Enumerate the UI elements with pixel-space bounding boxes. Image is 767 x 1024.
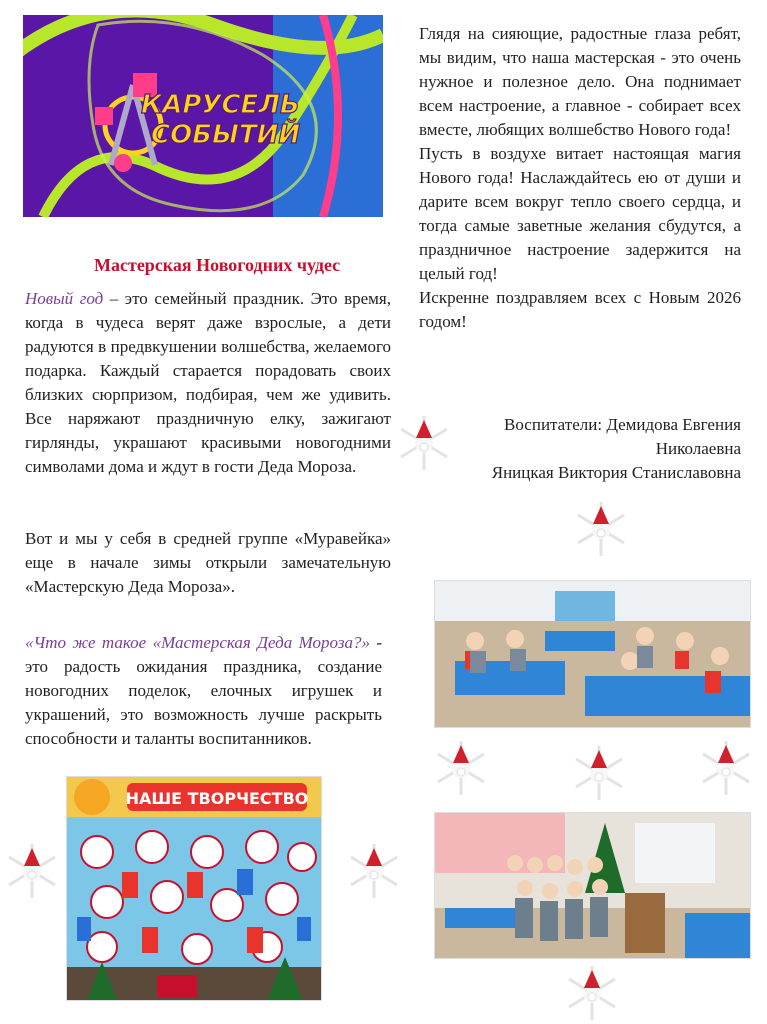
board-title: НАШЕ ТВОРЧЕСТВО <box>125 789 309 808</box>
right-paragraph-3: Искренне поздравляем всех с Новым 2026 годом! <box>419 288 741 331</box>
santa-snowflake-icon <box>435 737 487 797</box>
group-paragraph: Вот и мы у себя в средней группе «Муравейка» еще в начале зимы открыли замечательную «Мастерскую Деда Мороза». <box>25 529 391 596</box>
intro-paragraph <box>25 287 391 479</box>
santa-snowflake-icon <box>700 737 752 797</box>
right-paragraph-1: Глядя на сияющие, радостные глаза ребят, мы видим, что наша мастерская - это очень нужное и полезное дело. Она поднимает всем настроение, а главное - собирает всех вместе, любящих волшебство Нового года! <box>419 24 741 139</box>
santa-snowflake-icon <box>573 742 625 802</box>
event-banner <box>23 15 383 217</box>
right-column <box>419 22 741 334</box>
workshop-text: - это радость ожидания праздника, создание новогодних поделок, елочных игрушек и украшений, это возможность лучше раскрыть способности и таланты воспитанников. <box>25 633 382 748</box>
workshop-paragraph <box>25 631 382 751</box>
right-paragraph-2: Пусть в воздухе витает настоящая магия Нового года! Наслаждайтесь ею от души и дарите всем вокруг тепло своего сердца, и тогда самые заветные желания сбудутся, а праздничное настроение задержится на целый год! <box>419 144 741 283</box>
intro-text: – это семейный праздник. Это время, когда в чудеса верят даже взрослые, а дети радуются в предвкушении волшебства, желаемого подарка. Каждый старается порадовать своих близких сюрпризом, подбирая, чем же удивить. Все наряжают праздничную елку, зажигают гирлянды, украшают красивыми новогодними символами дома и ждут в гости Деда Мороза. <box>25 289 391 476</box>
classroom-photo-1 <box>434 580 751 728</box>
santa-snowflake-icon <box>348 840 400 900</box>
crafts-board-photo <box>66 776 322 1001</box>
article-heading: Мастерская Новогодних чудес <box>94 255 341 275</box>
banner-title-line1: КАРУСЕЛЬ <box>141 90 300 120</box>
signature-line: Воспитатели: Демидова Евгения <box>504 415 741 434</box>
classroom-photo-2 <box>434 812 751 959</box>
santa-snowflake-icon <box>398 412 450 472</box>
banner-graphic <box>23 15 383 217</box>
santa-snowflake-icon <box>575 498 627 558</box>
signature-line: Яницкая Виктория Станиславовна <box>491 463 741 482</box>
santa-snowflake-icon <box>566 962 618 1022</box>
workshop-question: «Что же такое «Мастерская Деда Мороза?» <box>25 633 370 652</box>
signature-line: Николаевна <box>655 439 741 458</box>
banner-title-line2: СОБЫТИЙ <box>151 120 301 150</box>
santa-snowflake-icon <box>6 840 58 900</box>
intro-emphasis: Новый год <box>25 289 104 308</box>
signature <box>400 413 741 485</box>
